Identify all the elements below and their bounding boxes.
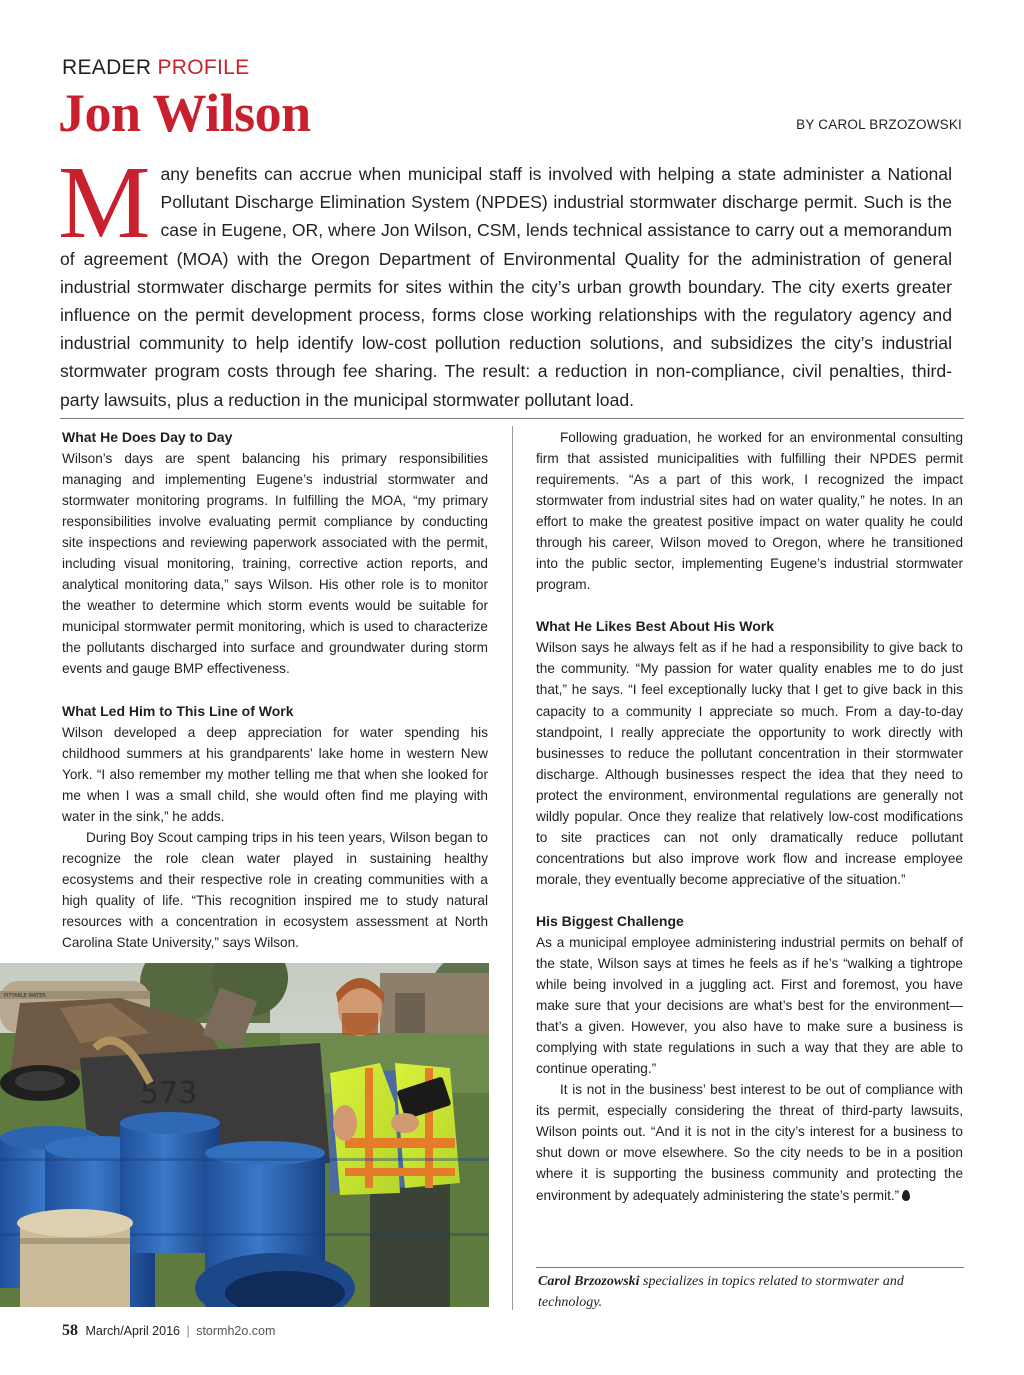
water-drop-end-icon <box>902 1190 910 1201</box>
final-paragraph-text: It is not in the business’ best interest to be out of compliance with its permit, especially considering the threat of third-party lawsuits, Wilson points out. “And it is not in the city’s interest for a business to shut down or move elsewhere. So the city needs to be in a position where it is supporting the business community and protecting the environment by adequately administering the state’s permit.” <box>536 1082 963 1203</box>
footer-website: stormh2o.com <box>196 1324 276 1338</box>
profile-name-heading: Jon Wilson <box>58 83 311 143</box>
bio-divider-rule <box>536 1267 964 1268</box>
kicker-profile: PROFILE <box>157 56 250 79</box>
byline: BY CAROL BRZOZOWSKI <box>796 117 962 132</box>
section-heading-line-of-work: What Led Him to This Line of Work <box>62 702 294 719</box>
kicker-reader: READER <box>62 56 152 79</box>
left-column <box>62 427 488 953</box>
profile-photo <box>0 963 489 1307</box>
page-footer <box>62 1322 275 1340</box>
photo-illustration <box>0 963 489 1307</box>
intro-text: any benefits can accrue when municipal staff is involved with helping a state administer a National Pollutant Discharge Elimination System (NPDES) industrial stormwater discharge permit. Such is the case in Eugene, OR, where Jon Wilson, CSM, lends technical assistance to carry out a memorandum of agreement (MOA) with the Oregon Department of Environmental Quality for the administration of general industrial stormwater discharge permits for sites within the city’s urban growth boundary. The city exerts greater influence on the permit development process, forms close working relationships with the regulatory agency and industrial community to help identify low-cost pollution reduction solutions, and subsidizes the city’s industrial stormwater program costs through fee sharing. The result: a reduction in non-compliance, civil penalties, third-party lawsuits, plus a reduction in the municipal stormwater pollutant load. <box>60 164 952 410</box>
section-heading-biggest-challenge: His Biggest Challenge <box>536 912 684 929</box>
intro-paragraph <box>58 145 952 414</box>
body-paragraph-final <box>536 1079 963 1205</box>
body-paragraph: As a municipal employee administering industrial permits on behalf of the state, Wilson says at times he feels as if he’s “walking a tightrope while being involved in a juggling act. First and foremost, you have make sure that your decisions are what’s best for the environment—that’s a given. However, you also have to make sure a business is complying with state regulations in such a way that they are able to continue operating.” <box>536 934 963 1077</box>
bio-text: specializes in topics related to stormwater and technology. <box>538 1274 904 1310</box>
bio-author-name: Carol Brzozowski <box>538 1274 640 1289</box>
dumpster-number: 573 <box>140 1076 198 1111</box>
issue-date: March/April 2016 <box>85 1324 180 1338</box>
intro-divider-rule <box>60 418 964 419</box>
body-paragraph: During Boy Scout camping trips in his teen years, Wilson began to recognize the role clean water played in sustaining healthy ecosystems and their respective role in creating communities with a high quality of life. “This recognition inspired me to study natural resources with a concentration in ecosystem assessment at North Carolina State University,” says Wilson. <box>62 829 488 950</box>
body-paragraph: Wilson’s days are spent balancing his primary responsibilities managing and implementing Eugene’s industrial stormwater and stormwater monitoring programs. In fulfilling the MOA, “my primary responsibilities involve evaluating permit compliance by conducting site inspections and reviewing paperwork associated with the permit, including visual monitoring, training, corrective action reports, and analytical monitoring data,” says Wilson. His other role is to monitor the weather to determine which storm events would be suitable for municipal stormwater permit monitoring, which is used to characterize the pollutants discharged into surface and groundwater during storm events and gauge BMP effectiveness. <box>62 451 488 677</box>
footer-separator: | <box>186 1324 190 1338</box>
right-column <box>536 427 963 1206</box>
body-paragraph: Wilson developed a deep appreciation for water spending his childhood summers at his grandparents’ lake home in western New York. “I also remember my mother telling me that when she looked for me when I was a small child, she would often find me playing with water in the sink,” he adds. <box>62 724 488 824</box>
author-bio <box>538 1271 962 1313</box>
drop-cap: M <box>58 145 151 260</box>
body-paragraph: Wilson says he always felt as if he had a responsibility to give back to the community. “My passion for water quality enables me to do just that,” he says. “I feel exceptionally lucky that I get to give back in this capacity to a community I appreciate so much. From a day-to-day standpoint, I really appreciate the opportunity to work directly with businesses to reduce the pollutant concentration in their stormwater discharge. Although businesses respect the idea that they need to protect the environment, environmental regulations are generally not wildly popular. Once they realize that relatively low-cost modifications to site practices can not only dramatically reduce pollutant concentrations but also improve work flow and increase employee morale, they eventually become appreciative of the situation.” <box>536 640 963 887</box>
section-heading-likes-best: What He Likes Best About His Work <box>536 618 775 635</box>
column-divider <box>512 426 513 1310</box>
section-heading-day-to-day: What He Does Day to Day <box>62 429 233 445</box>
page-number: 58 <box>62 1322 78 1339</box>
truck-label: PITTABLE WATER <box>4 993 46 999</box>
section-kicker <box>62 56 249 80</box>
body-paragraph: Following graduation, he worked for an environmental consulting firm that assisted municipalities with fulfilling their NPDES permit requirements. “As a part of this work, I recognized the impact stormwater from industrial sites had on water quality,” he notes. In an effort to make the greatest positive impact on water quality he could through his career, Wilson moved to Oregon, where he transitioned into the public sector, implementing Eugene’s industrial stormwater program. <box>536 430 963 593</box>
